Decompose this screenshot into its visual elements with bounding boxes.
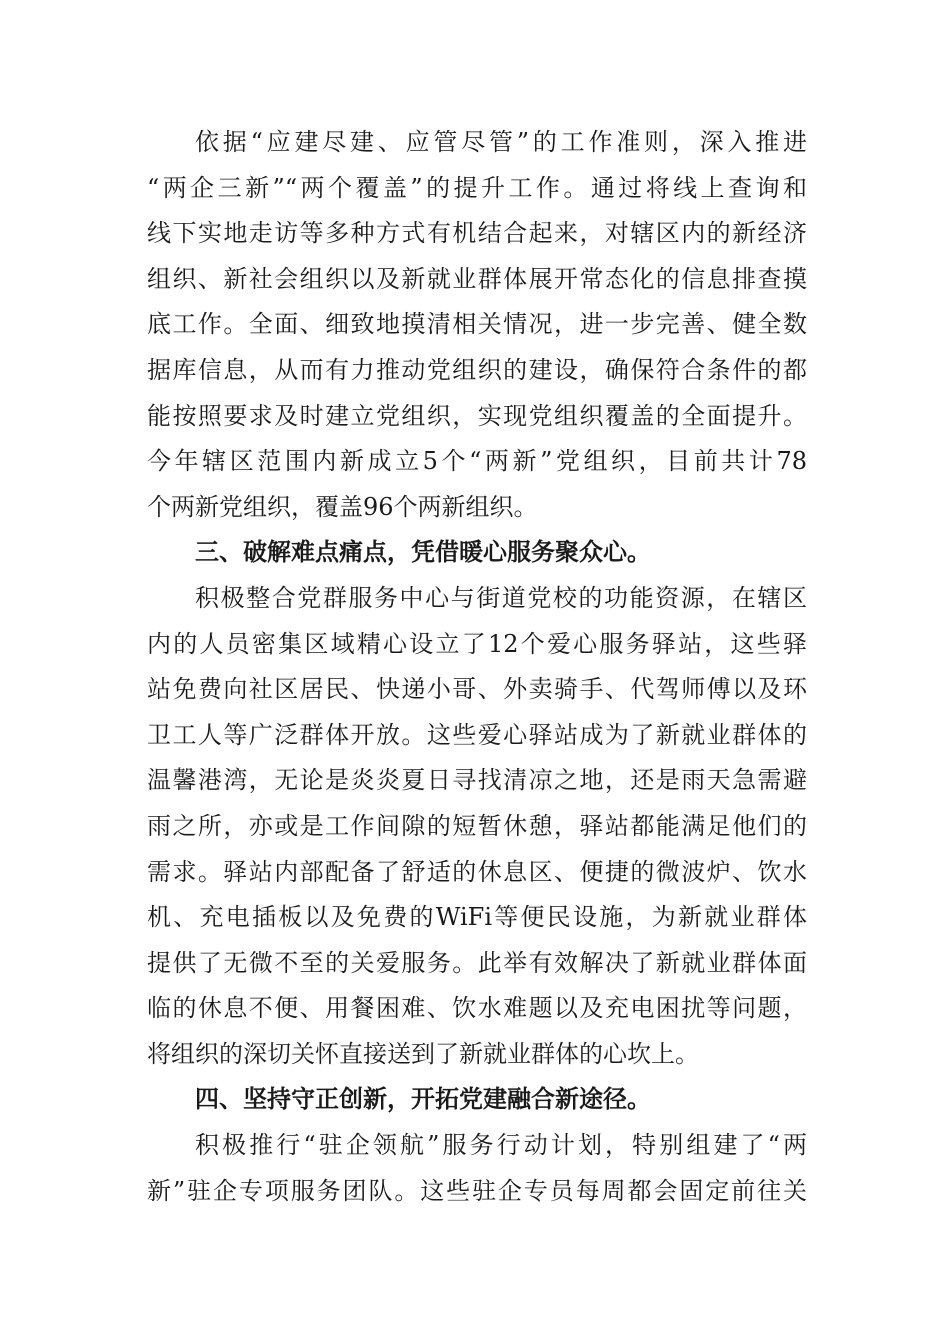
text-line: “两企三新”“两个覆盖”的提升工作。通过将线上查询和 (147, 173, 807, 202)
text-line: 站免费向社区居民、快递小哥、外卖骑手、代驾师傅以及环 (147, 675, 807, 704)
paragraph-service-stations (147, 576, 807, 1078)
text-line: 能按照要求及时建立党组织，实现党组织覆盖的全面提升。 (147, 401, 807, 430)
heading-text: 四、坚持守正创新，开拓党建融合新途径。 (195, 1085, 651, 1114)
text-line: 个两新党组织，覆盖96个两新组织。 (147, 492, 538, 521)
text-line: 机、充电插板以及免费的WiFi等便民设施，为新就业群体 (147, 903, 807, 932)
text-line: 据库信息，从而有力推动党组织的建设，确保符合条件的都 (147, 355, 807, 384)
text-line: 依据“应建尽建、应管尽管”的工作准则，深入推进 (195, 128, 807, 156)
heading-text: 三、破解难点痛点，凭借暖心服务聚众心。 (195, 538, 651, 567)
section-heading-three (147, 530, 807, 576)
text-line: 新”驻企专项服务团队。这些驻企专员每周都会固定前往关 (147, 1176, 807, 1205)
text-line: 今年辖区范围内新成立5个“两新”党组织，目前共计78 (147, 447, 807, 476)
text-line: 将组织的深切关怀直接送到了新就业群体的心坎上。 (147, 1039, 699, 1068)
text-line: 临的休息不便、用餐困难、饮水难题以及充电困扰等问题， (147, 994, 807, 1023)
paragraph-coverage (147, 120, 807, 530)
text-line: 组织、新社会组织以及新就业群体展开常态化的信息排查摸 (147, 264, 807, 293)
text-line: 积极推行“驻企领航”服务行动计划，特别组建了“两 (195, 1131, 807, 1160)
section-heading-four (147, 1077, 807, 1123)
text-line: 雨之所，亦或是工作间隙的短暂休憩，驿站都能满足他们的 (147, 811, 807, 840)
document-body (147, 120, 807, 1214)
text-line: 卫工人等广泛群体开放。这些爱心驿站成为了新就业群体的 (147, 720, 807, 749)
text-line: 内的人员密集区域精心设立了12个爱心服务驿站，这些驿 (147, 629, 807, 658)
text-line: 提供了无微不至的关爱服务。此举有效解决了新就业群体面 (147, 948, 807, 977)
text-line: 需求。驿站内部配备了舒适的休息区、便捷的微波炉、饮水 (147, 857, 807, 886)
text-line: 底工作。全面、细致地摸清相关情况，进一步完善、健全数 (147, 310, 807, 339)
paragraph-enterprise-service (147, 1123, 807, 1214)
text-line: 积极整合党群服务中心与街道党校的功能资源，在辖区 (195, 583, 807, 612)
text-line: 温馨港湾，无论是炎炎夏日寻找清凉之地，还是雨天急需避 (147, 766, 807, 795)
text-line: 线下实地走访等多种方式有机结合起来，对辖区内的新经济 (147, 219, 807, 248)
